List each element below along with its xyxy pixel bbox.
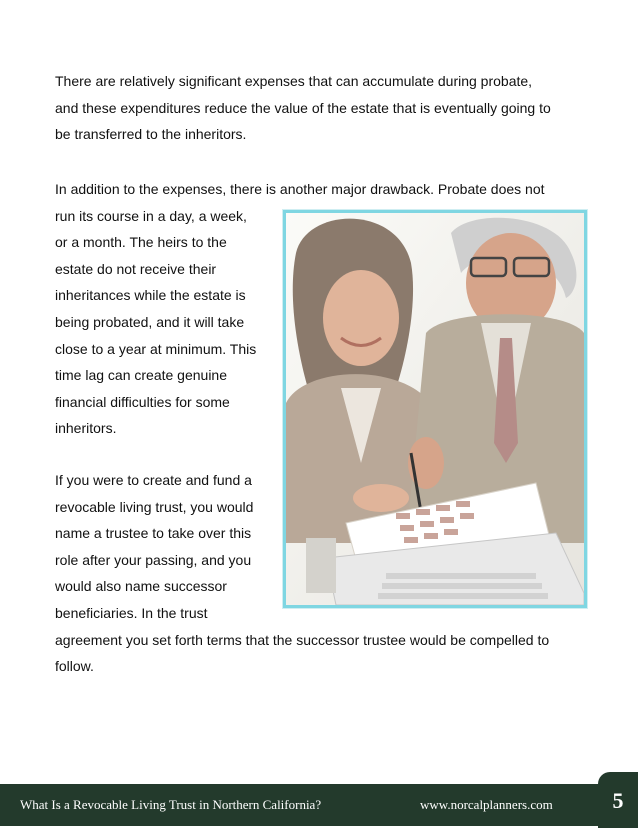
footer-document-title: What Is a Revocable Living Trust in Northern California? — [20, 797, 322, 812]
text-line: run its course in a day, a week, — [55, 207, 247, 224]
text-line: time lag can create genuine — [55, 367, 227, 384]
text-line: There are relatively significant expenses that can accumulate during probate, — [55, 73, 533, 89]
text-line: would also name successor — [55, 578, 227, 595]
text-line: agreement you set forth terms that the successor trustee would be compelled to — [55, 631, 550, 648]
text-line: or a month. The heirs to the — [55, 234, 227, 251]
text-line: be transferred to the inheritors. — [55, 126, 247, 143]
page-number-badge — [598, 772, 638, 828]
text-line: close to a year at minimum. This — [55, 340, 257, 357]
text-line: inheritances while the estate is — [55, 287, 246, 304]
text-line: If you were to create and fund a — [55, 472, 252, 488]
page-number: 5 — [612, 788, 624, 813]
text-line: In addition to the expenses, there is another major drawback. Probate does not — [55, 181, 545, 197]
footer-website-url: www.norcalplanners.com — [420, 797, 553, 812]
paragraph-probate-expenses — [55, 68, 595, 148]
text-line: follow. — [55, 658, 94, 675]
text-line: being probated, and it will take — [55, 313, 245, 330]
text-line: beneficiaries. In the trust — [55, 604, 208, 621]
text-line: name a trustee to take over this — [55, 525, 252, 542]
text-line: financial difficulties for some — [55, 393, 230, 410]
text-line: revocable living trust, you would — [55, 498, 254, 515]
couple-reviewing-document-photo — [283, 210, 587, 608]
text-line: estate do not receive their — [55, 260, 217, 277]
text-line: role after your passing, and you — [55, 551, 252, 568]
text-line: inheritors. — [55, 420, 117, 437]
text-line: and these expenditures reduce the value of the estate that is eventually going to — [55, 99, 551, 116]
page-footer — [0, 784, 638, 826]
